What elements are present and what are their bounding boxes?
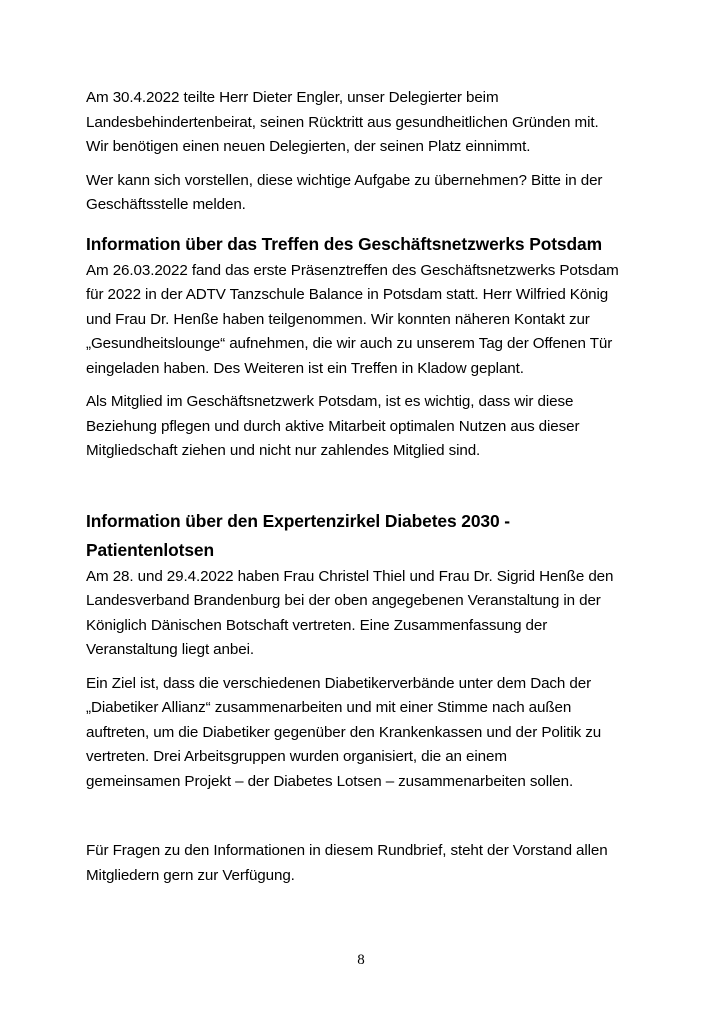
section-heading-expertenzirkel xyxy=(86,507,646,565)
text-line: Am 28. und 29.4.2022 haben Frau Christel Thiel und Frau Dr. Sigrid Henße den xyxy=(86,567,614,585)
expertenzirkel-paragraph-1 xyxy=(86,565,646,663)
text-line: gemeinsamen Projekt – der Diabetes Lotsen – zusammenarbeiten sollen. xyxy=(86,772,574,790)
page-number: 8 xyxy=(357,952,365,968)
text-line: Landesverband Brandenburg bei der oben angegebenen Veranstaltung in der xyxy=(86,592,601,609)
text-line: für 2022 in der ADTV Tanzschule Balance in Potsdam statt. Herr Wilfried König xyxy=(86,286,609,303)
text-line: Wir benötigen einen neuen Delegierten, der seinen Platz einnimmt. xyxy=(86,138,531,155)
text-line: „Diabetiker Allianz“ zusammenarbeiten und mit einer Stimme nach außen xyxy=(86,699,572,716)
netzwerk-paragraph-1 xyxy=(86,259,646,382)
text-line: Königlich Dänischen Botschaft vertreten. Eine Zusammenfassung der xyxy=(86,616,548,634)
text-line: Am 26.03.2022 fand das erste Präsenztreffen des Geschäftsnetzwerks Potsdam xyxy=(86,261,619,279)
text-line: auftreten, um die Diabetiker gegenüber den Krankenkassen und der Politik zu xyxy=(86,723,602,741)
text-line: Geschäftsstelle melden. xyxy=(86,196,246,213)
text-line: Für Fragen zu den Informationen in diesem Rundbrief, steht der Vorstand allen xyxy=(86,842,608,859)
intro-paragraph-1 xyxy=(86,86,646,160)
netzwerk-paragraph-2 xyxy=(86,390,646,464)
heading-line: Patientenlotsen xyxy=(86,539,214,560)
heading-line: Information über den Expertenzirkel Diabetes 2030 - xyxy=(86,510,510,531)
text-line: Beziehung pflegen und durch aktive Mitarbeit optimalen Nutzen aus dieser xyxy=(86,417,580,435)
section-heading-netzwerk: Information über das Treffen des Geschäftsnetzwerks Potsdam xyxy=(86,233,602,254)
text-line: Landesbehindertenbeirat, seinen Rücktritt aus gesundheitlichen Gründen mit. xyxy=(86,113,599,131)
text-line: Veranstaltung liegt anbei. xyxy=(86,641,254,658)
text-line: und Frau Dr. Henße haben teilgenommen. Wir konnten näheren Kontakt zur xyxy=(86,310,590,328)
text-line: vertreten. Drei Arbeitsgruppen wurden organisiert, die an einem xyxy=(86,748,507,765)
text-line: Am 30.4.2022 teilte Herr Dieter Engler, unser Delegierter beim xyxy=(86,89,499,106)
text-line: Mitgliedern gern zur Verfügung. xyxy=(86,866,295,884)
intro-paragraph-2 xyxy=(86,169,646,218)
closing-paragraph xyxy=(86,839,646,888)
text-line: Als Mitglied im Geschäftsnetzwerk Potsdam, ist es wichtig, dass wir diese xyxy=(86,393,574,410)
page-content xyxy=(86,86,646,888)
text-line: Mitgliedschaft ziehen und nicht nur zahlendes Mitglied sind. xyxy=(86,442,481,459)
expertenzirkel-paragraph-2 xyxy=(86,672,646,795)
text-line: Ein Ziel ist, dass die verschiedenen Diabetikerverbände unter dem Dach der xyxy=(86,674,592,692)
text-line: „Gesundheitslounge“ aufnehmen, die wir auch zu unserem Tag der Offenen Tür xyxy=(86,335,613,352)
text-line: Wer kann sich vorstellen, diese wichtige Aufgabe zu übernehmen? Bitte in der xyxy=(86,171,603,189)
text-line: eingeladen haben. Des Weiteren ist ein Treffen in Kladow geplant. xyxy=(86,359,524,377)
